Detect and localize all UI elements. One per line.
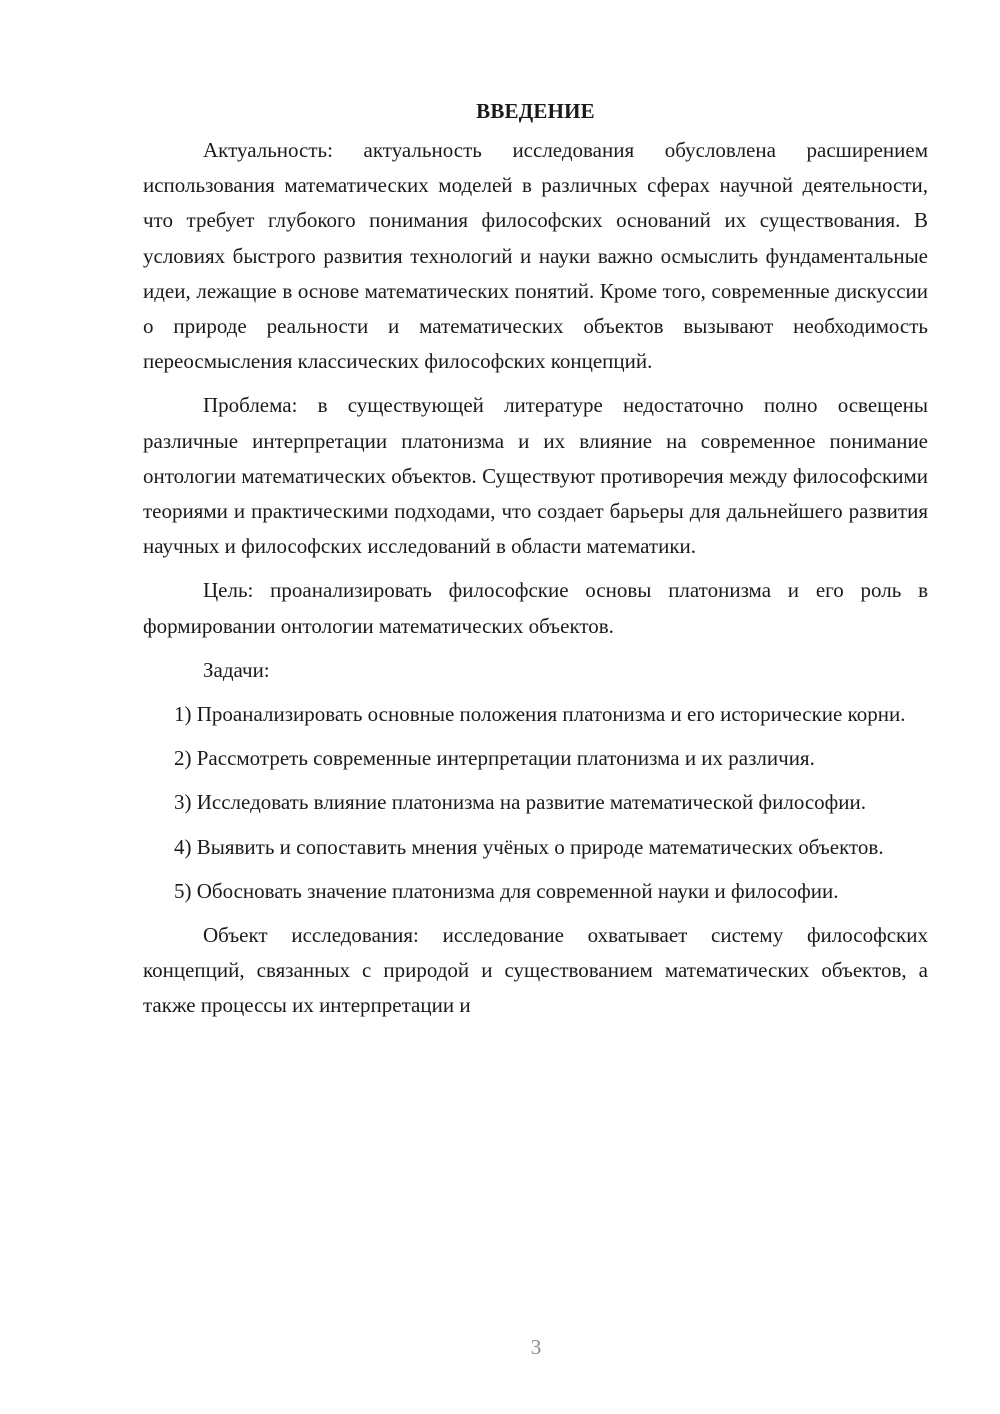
goal-paragraph: Цель: проанализировать философские основы платонизма и его роль в формировании онтологии математических объектов. — [143, 578, 928, 638]
page-number: 3 — [530, 1335, 542, 1359]
task-item: 1) Проанализировать основные положения платонизма и его исторические корни. — [174, 702, 906, 727]
task-item: 3) Исследовать влияние платонизма на развитие математической философии. — [174, 790, 867, 815]
page-content — [143, 95, 928, 1033]
tasks-list — [143, 697, 928, 909]
relevance-paragraph: Актуальность: актуальность исследования обусловлена расширением использования математических моделей в различных сферах научной деятельности, что требует глубокого понимания философских оснований их существования. В условиях быстрого развития технологий и науки важно осмыслить фундаментальные идеи, лежащие в основе математических понятий. Кроме того, современные дискуссии о природе реальности и математических объектов вызывают необходимость переосмысления классических философских концепций. — [143, 138, 928, 374]
task-item: 2) Рассмотреть современные интерпретации платонизма и их различия. — [174, 746, 815, 771]
object-paragraph: Объект исследования: исследование охватывает систему философских концепций, связанных с природой и существованием математических объектов, а также процессы их интерпретации и — [143, 923, 928, 1018]
problem-paragraph: Проблема: в существующей литературе недостаточно полно освещены различные интерпретации платонизма и их влияние на современное понимание онтологии математических объектов. Существуют противоречия между философскими теориями и практическими подходами, что создает барьеры для дальнейшего развития научных и философских исследований в области математики. — [143, 393, 928, 559]
section-heading: ВВЕДЕНИЕ — [476, 99, 595, 123]
task-item: 4) Выявить и сопоставить мнения учёных о природе математических объектов. — [174, 834, 884, 859]
tasks-label: Задачи: — [203, 657, 270, 682]
task-item: 5) Обосновать значение платонизма для современной науки и философии. — [174, 878, 839, 903]
